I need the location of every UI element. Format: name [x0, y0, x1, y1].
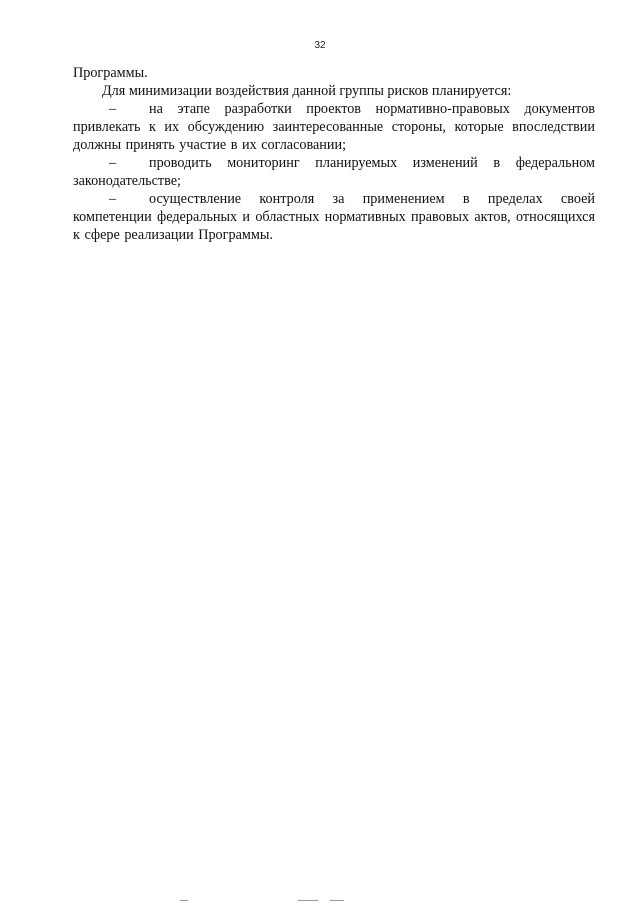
scan-artifact [180, 899, 380, 902]
list-dash: – [109, 155, 117, 171]
list-item [73, 154, 595, 190]
list-item-text: на этапе разработки проектов нормативно-правовых документов привлекать к их обсуждению заинтересованные стороны, которые впоследствии должны принять участие в их согласовании; [73, 101, 595, 153]
list-item [73, 100, 595, 154]
page-number: 32 [314, 40, 326, 51]
paragraph-intro-tail: Программы. [73, 65, 148, 81]
list-dash: – [109, 191, 117, 207]
list-dash: – [109, 101, 117, 117]
list-item-text: осуществление контроля за применением в пределах своей компетенции федеральных и областных нормативных правовых актов, относящихся к сфере реализации Программы. [73, 191, 595, 243]
body-text [73, 64, 595, 244]
list-item-text: проводить мониторинг планируемых изменений в федеральном законодательстве; [73, 155, 595, 189]
list-item [73, 190, 595, 244]
paragraph-lead: Для минимизации воздействия данной группы рисков планируется: [102, 83, 512, 99]
